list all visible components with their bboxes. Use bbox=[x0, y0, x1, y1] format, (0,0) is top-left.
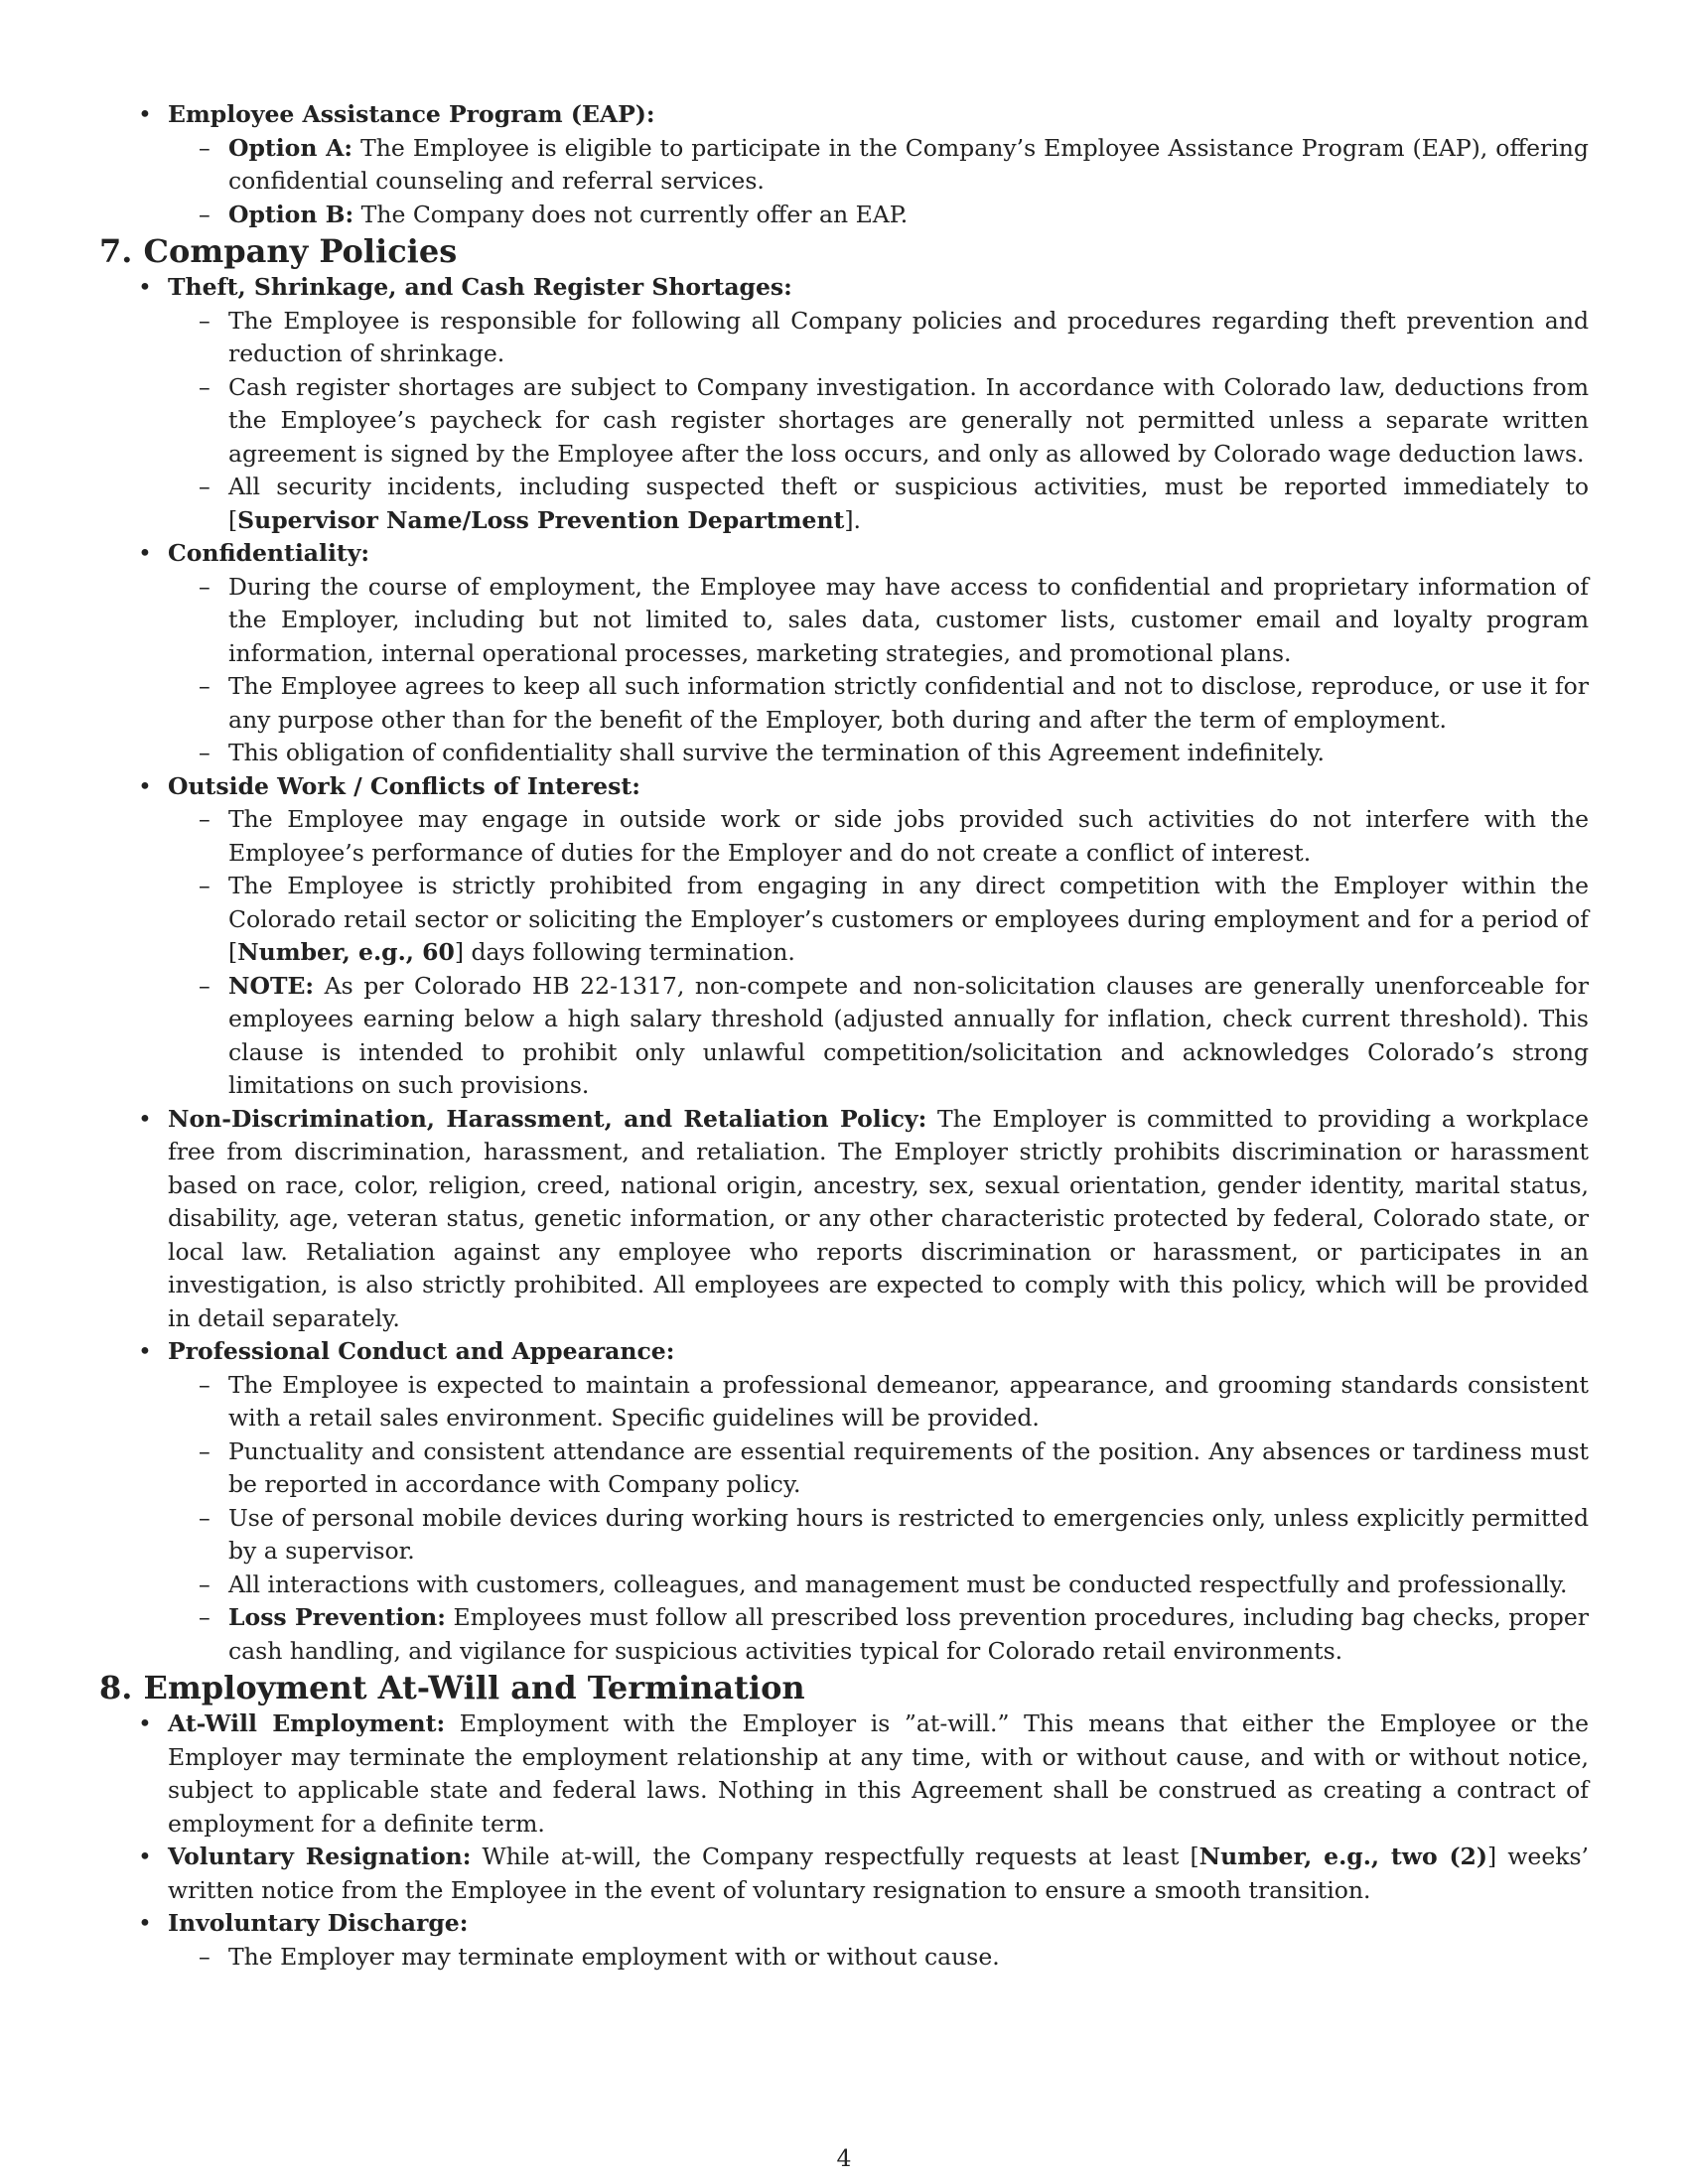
loss-prevention-text: Employees must follow all prescribed loss prevention procedures, including bag checks, proper cash handling, and vigilance for suspicious activities typical for Colorado retail environments. bbox=[228, 1603, 1589, 1665]
non-compete-text-post: ] days following termination. bbox=[454, 938, 795, 966]
non-compete-subitem bbox=[228, 870, 1589, 970]
confidentiality-subitem: – During the course of employment, the Employee may have access to confidential and proprietary information of the Employer, including but not limited to, sales data, customer lists, customer email and loyalty program information, internal operational processes, marketing strategies, and promotional plans. bbox=[228, 571, 1589, 671]
conduct-subitem: – The Employee is expected to maintain a professional demeanor, appearance, and grooming standards consistent with a retail sales environment. Specific guidelines will be provided. bbox=[228, 1369, 1589, 1435]
eap-option-b bbox=[228, 199, 1589, 232]
eap-label: Employee Assistance Program (EAP): bbox=[168, 100, 655, 128]
nondiscrimination-item bbox=[168, 1103, 1589, 1336]
resignation-label: Voluntary Resignation: bbox=[168, 1843, 472, 1870]
eap-list bbox=[99, 98, 1589, 231]
at-will-item bbox=[168, 1707, 1589, 1841]
resignation-text-post: ] weeks’ written notice from the Employee in the event of voluntary resignation to ensure a smooth transition. bbox=[168, 1843, 1590, 1904]
security-placeholder: Supervisor Name/Loss Prevention Department bbox=[237, 505, 845, 534]
page-content bbox=[99, 98, 1589, 1974]
non-compete-text-pre: The Employee is strictly prohibited from engaging in any direct competition with the Employer within the Colorado retail sector or soliciting the Employer’s customers or employees during employment and for a period of [ bbox=[228, 872, 1589, 966]
conduct-subitem: – Use of personal mobile devices during working hours is restricted to emergencies only, unless explicitly permitted by a supervisor. bbox=[228, 1502, 1589, 1569]
security-text-post: ]. bbox=[844, 505, 862, 534]
discharge-subitems bbox=[168, 1941, 1589, 1975]
at-will-text: Employment with the Employer is ”at-will.” This means that either the Employee or the Employer may terminate the employment relationship at any time, with or without cause, and with or without notice, subject to applicable state and federal laws. Nothing in this Agreement shall be construed as creating a contract of employment for a definite term. bbox=[168, 1709, 1589, 1838]
note-subitem bbox=[228, 970, 1589, 1103]
conduct-label: Professional Conduct and Appearance: bbox=[168, 1337, 675, 1365]
theft-security-subitem bbox=[228, 471, 1589, 537]
outside-work-subitems bbox=[168, 803, 1589, 1103]
option-b-label: Option B: bbox=[228, 200, 354, 228]
eap-options bbox=[168, 132, 1589, 232]
loss-prevention-subitem bbox=[228, 1601, 1589, 1668]
outside-work-item bbox=[168, 770, 1589, 1103]
conduct-item bbox=[168, 1335, 1589, 1668]
confidentiality-label: Confidentiality: bbox=[168, 539, 370, 567]
confidentiality-item bbox=[168, 537, 1589, 770]
eap-option-a bbox=[228, 132, 1589, 199]
nondiscrimination-text: The Employer is committed to providing a workplace free from discrimination, harassment, and retaliation. The Employer strictly prohibits discrimination or harassment based on race, color, religion, creed, national origin, ancestry, sex, sexual orientation, gender identity, marital status, disability, age, veteran status, genetic information, or any other characteristic protected by federal, Colorado state, or local law. Retaliation against any employee who reports discrimination or harassment, or participates in an investigation, is also strictly prohibited. All employees are expected to comply with this policy, which will be provided in detail separately. bbox=[168, 1104, 1590, 1332]
theft-label: Theft, Shrinkage, and Cash Register Shortages: bbox=[168, 273, 792, 301]
section-8-heading: 8. Employment At-Will and Termination bbox=[99, 1669, 805, 1706]
option-a-text: The Employee is eligible to participate in the Company’s Employee Assistance Program (EAP), offering confidential counseling and referral services. bbox=[228, 133, 1589, 195]
page-number: 4 bbox=[836, 2144, 852, 2172]
theft-subitem: – Cash register shortages are subject to Company investigation. In accordance with Colorado law, deductions from the Employee’s paycheck for cash register shortages are generally not permitted unless a separate written agreement is signed by the Employee after the loss occurs, and only as allowed by Colorado wage deduction laws. bbox=[228, 371, 1589, 472]
conduct-subitem: – Punctuality and consistent attendance are essential requirements of the position. Any absences or tardiness must be reported in accordance with Company policy. bbox=[228, 1435, 1589, 1502]
outside-work-label: Outside Work / Conflicts of Interest: bbox=[168, 771, 640, 800]
resignation-item bbox=[168, 1841, 1589, 1907]
outside-work-subitem: – The Employee may engage in outside work or side jobs provided such activities do not interfere with the Employee’s performance of duties for the Employer and do not create a conflict of interest. bbox=[228, 803, 1589, 870]
conduct-subitems bbox=[168, 1369, 1589, 1669]
confidentiality-subitem: – This obligation of confidentiality shall survive the termination of this Agreement indefinitely. bbox=[228, 737, 1589, 770]
discharge-label: Involuntary Discharge: bbox=[168, 1909, 469, 1937]
note-text: As per Colorado HB 22-1317, non-compete and non-solicitation clauses are generally unenforceable for employees earning below a high salary threshold (adjusted annually for inflation, check current threshold). This clause is intended to prohibit only unlawful competition/solicitation and acknowledges Colorado’s strong limitations on such provisions. bbox=[228, 971, 1589, 1099]
option-b-text: The Company does not currently offer an EAP. bbox=[353, 200, 909, 228]
section-7-list bbox=[99, 271, 1589, 1668]
security-text-pre: All security incidents, including suspected theft or suspicious activities, must be reported immediately to [ bbox=[228, 473, 1589, 534]
note-label: NOTE: bbox=[228, 971, 315, 1000]
discharge-subitem: – The Employer may terminate employment with or without cause. bbox=[228, 1941, 1589, 1975]
loss-prevention-label: Loss Prevention: bbox=[228, 1603, 446, 1631]
resignation-placeholder: Number, e.g., two (2) bbox=[1198, 1843, 1488, 1870]
eap-item bbox=[168, 98, 1589, 231]
discharge-item bbox=[168, 1907, 1589, 1974]
confidentiality-subitem: – The Employee agrees to keep all such information strictly confidential and not to disclose, reproduce, or use it for any purpose other than for the benefit of the Employer, both during and after the term of employment. bbox=[228, 670, 1589, 737]
theft-item bbox=[168, 271, 1589, 537]
theft-subitems bbox=[168, 305, 1589, 538]
resignation-text-pre: While at-will, the Company respectfully requests at least [ bbox=[471, 1843, 1199, 1870]
confidentiality-subitems bbox=[168, 571, 1589, 770]
theft-subitem: – The Employee is responsible for following all Company policies and procedures regarding theft prevention and reduction of shrinkage. bbox=[228, 305, 1589, 371]
conduct-subitem: – All interactions with customers, colleagues, and management must be conducted respectfully and professionally. bbox=[228, 1569, 1589, 1602]
section-7-heading: 7. Company Policies bbox=[99, 232, 458, 270]
section-8-list bbox=[99, 1707, 1589, 1974]
nondiscrimination-label: Non-Discrimination, Harassment, and Retaliation Policy: bbox=[168, 1104, 927, 1133]
non-compete-placeholder: Number, e.g., 60 bbox=[237, 938, 455, 966]
at-will-label: At-Will Employment: bbox=[168, 1709, 446, 1737]
option-a-label: Option A: bbox=[228, 133, 353, 162]
